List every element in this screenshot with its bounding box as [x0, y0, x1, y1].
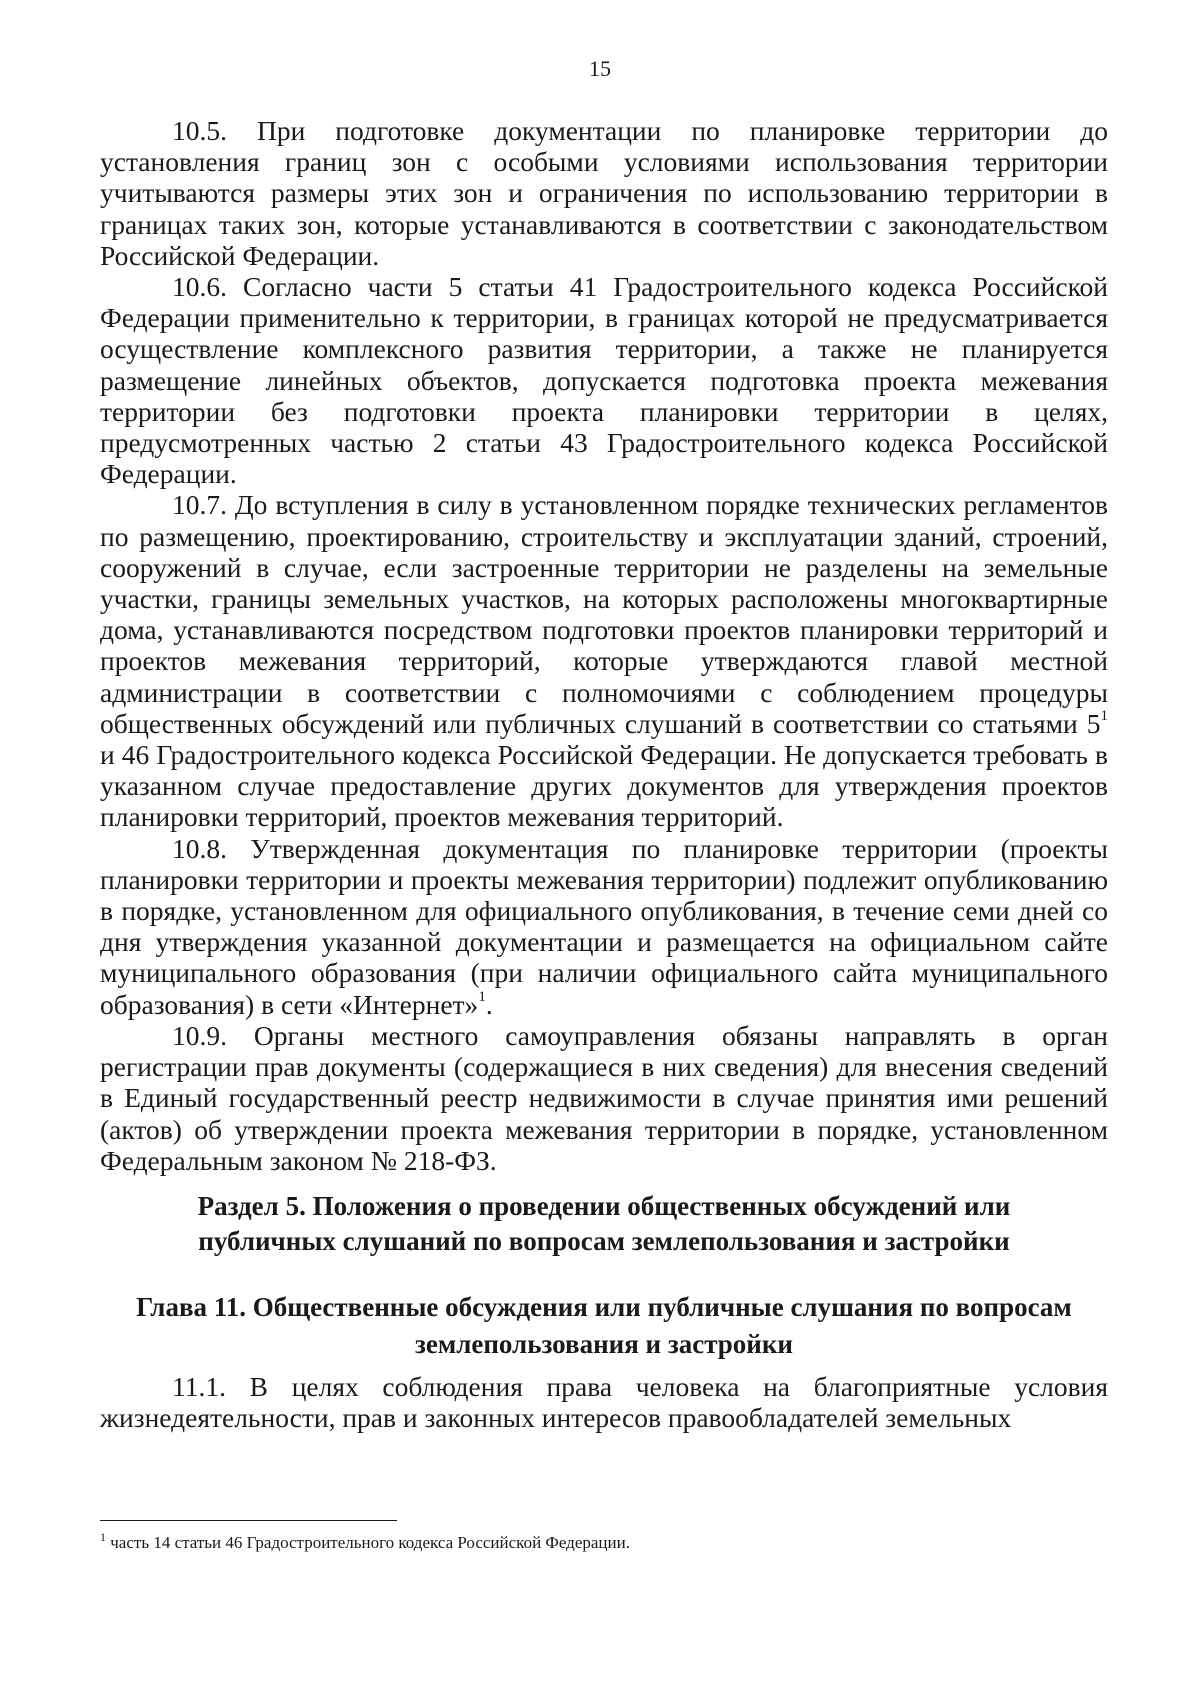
- paragraph-10-6: 10.6. Согласно части 5 статьи 41 Градостроительного кодекса Российской Федерации применительно к территории, в границах которой не предусматривается осуществление комплексного развития территории, а также не планируется размещение линейных объектов, допускается подготовка проекта межевания территории без подготовки проекта планировки территории в целях, предусмотренных частью 2 статьи 43 Градостроительного кодекса Российской Федерации.: [100, 271, 1108, 490]
- paragraph-10-9: 10.9. Органы местного самоуправления обязаны направлять в орган регистрации прав документы (содержащиеся в них сведения) для внесения сведений в Единый государственный реестр недвижимости в случае принятия ими решений (актов) об утверждении проекта межевания территории в порядке, установленном Федеральным законом № 218-ФЗ.: [100, 1019, 1108, 1176]
- paragraph-10-8-text-end: .: [485, 988, 493, 1020]
- footnote-text: часть 14 статьи 46 Градостроительного кодекса Российской Федерации.: [106, 1533, 630, 1552]
- footnote-mark: 1: [100, 1530, 106, 1544]
- footnote: [100, 1532, 1100, 1554]
- chapter-heading-line-2: землепользования и застройки: [415, 1328, 793, 1359]
- paragraph-10-5: 10.5. При подготовке документации по планировке территории до установления границ зон с особыми условиями использования территории учитываются размеры этих зон и ограничения по использованию территории в границах таких зон, которые устанавливаются в соответствии с законодательством Российской Федерации.: [100, 115, 1108, 271]
- footnote-divider: [100, 1520, 397, 1521]
- paragraph-10-8: [100, 833, 1108, 1020]
- paragraph-10-7: [100, 489, 1108, 832]
- section-heading-line-1: Раздел 5. Положения о проведении общественных обсуждений или: [197, 1190, 1011, 1221]
- chapter-heading: [100, 1289, 1108, 1363]
- paragraph-11-1: 11.1. В целях соблюдения права человека на благоприятные условия жизнедеятельности, прав и законных интересов правообладателей земельных: [100, 1370, 1108, 1434]
- chapter-heading-line-1: Глава 11. Общественные обсуждения или публичные слушания по вопросам: [136, 1291, 1072, 1322]
- paragraph-10-7-text-end: и 46 Градостроительного кодекса Российской Федерации. Не допускается требовать в указанном случае предоставление других документов для утверждения проектов планировки территорий, проектов межевания территорий.: [100, 739, 1108, 833]
- footnote-reference: 1: [1100, 707, 1108, 724]
- page-number: 15: [589, 56, 611, 81]
- paragraph-10-8-text-start: 10.8. Утвержденная документация по планировке территории (проекты планировки территории и проекты межевания территории) подлежит опубликованию в порядке, установленном для официального опубликования, в течение семи дней со дня утверждения указанной документации и размещается на официальном сайте муниципального образования (при наличии официального сайта муниципального образования) в сети «Интернет»: [100, 832, 1108, 1020]
- section-heading: [100, 1189, 1108, 1259]
- section-heading-line-2: публичных слушаний по вопросам землепользования и застройки: [198, 1225, 1010, 1256]
- document-body: [100, 115, 1108, 1433]
- paragraph-10-7-text-start: 10.7. До вступления в силу в установленном порядке технических регламентов по размещению, проектированию, строительству и эксплуатации зданий, строений, сооружений в случае, если застроенные территории не разделены на земельные участки, границы земельных участков, на которых расположены многоквартирные дома, устанавливаются посредством подготовки проектов планировки территорий и проектов межевания территорий, которые утверждаются главой местной администрации в соответствии с полномочиями с соблюдением процедуры общественных обсуждений или публичных слушаний в соответствии со статьями 5: [100, 489, 1108, 739]
- footnote-reference: 1: [478, 988, 486, 1005]
